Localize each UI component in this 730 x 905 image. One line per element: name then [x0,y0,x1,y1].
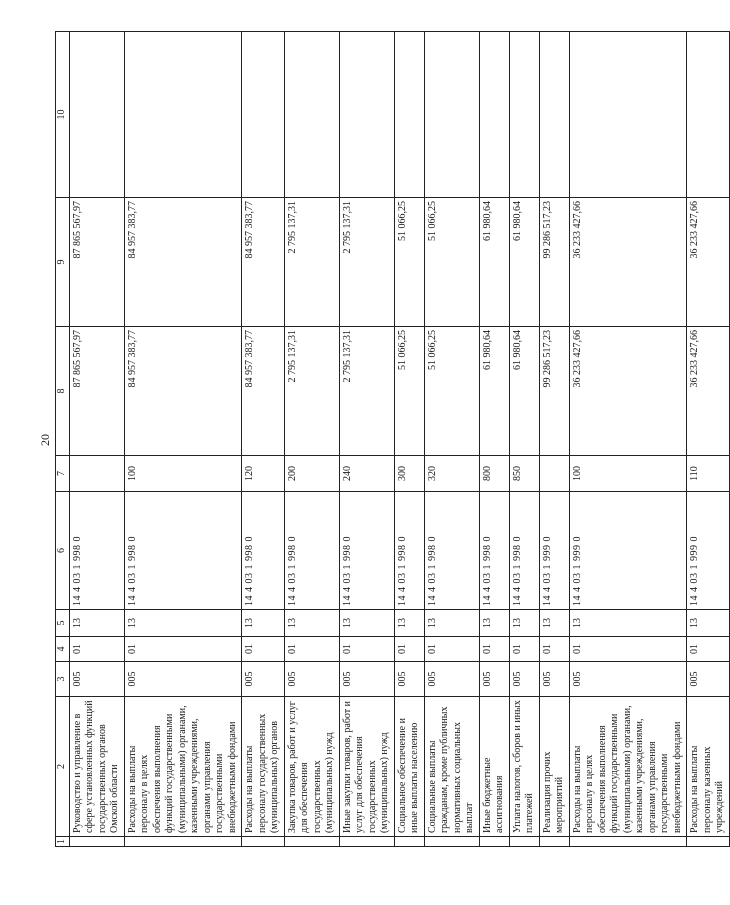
amount-col8: 61 980,64 [509,327,539,456]
section-code: 01 [569,637,687,662]
row-marker [284,837,339,847]
subsection-code: 13 [509,610,539,637]
table-row [569,32,687,847]
subsection-code: 13 [339,610,394,637]
expense-name: Расходы на выплаты персоналу государственных (муниципальных) органов [242,697,285,837]
target-article-code: 14 4 03 1 998 0 [479,492,509,610]
table-row [284,32,339,847]
amount-col8: 51 066,25 [394,327,424,456]
column-header: 5 [56,610,70,637]
subsection-code: 13 [479,610,509,637]
row-marker [424,837,479,847]
ministry-code: 005 [479,662,509,697]
section-code: 01 [394,637,424,662]
section-code: 01 [687,637,730,662]
amount-col10 [339,32,394,198]
column-header: 3 [56,662,70,697]
expense-name: Руководство и управление в сфере установленных функций государственных органов Омской области [69,697,124,837]
ministry-code: 005 [394,662,424,697]
row-marker [339,837,394,847]
amount-col10 [687,32,730,198]
column-header: 10 [56,32,70,198]
row-marker [242,837,285,847]
row-marker [687,837,730,847]
page-number: 20 [38,434,52,446]
expense-type-code: 120 [242,456,285,492]
amount-col9: 36 233 427,66 [569,198,687,327]
column-header: 2 [56,697,70,837]
subsection-code: 13 [242,610,285,637]
amount-col9: 87 865 567,97 [69,198,124,327]
ministry-code: 005 [509,662,539,697]
subsection-code: 13 [687,610,730,637]
target-article-code: 14 4 03 1 998 0 [284,492,339,610]
amount-col9: 99 286 517,23 [539,198,569,327]
amount-col9: 84 957 383,77 [124,198,242,327]
column-header: 6 [56,492,70,610]
amount-col8: 61 980,64 [479,327,509,456]
amount-col10 [569,32,687,198]
ministry-code: 005 [242,662,285,697]
target-article-code: 14 4 03 1 998 0 [69,492,124,610]
ministry-code: 005 [69,662,124,697]
section-code: 01 [242,637,285,662]
section-code: 01 [509,637,539,662]
column-header: 1 [56,837,70,847]
amount-col9: 51 066,25 [394,198,424,327]
amount-col10 [284,32,339,198]
ministry-code: 005 [124,662,242,697]
amount-col10 [394,32,424,198]
expense-type-code: 200 [284,456,339,492]
section-code: 01 [69,637,124,662]
ministry-code: 005 [569,662,687,697]
row-marker [394,837,424,847]
expense-name: Социальные выплаты гражданам, кроме публичных нормативных социальных выплат [424,697,479,837]
table-row [339,32,394,847]
expense-name: Иные закупки товаров, работ и услуг для обеспечения государственных (муниципальных) нужд [339,697,394,837]
amount-col10 [424,32,479,198]
ministry-code: 005 [687,662,730,697]
row-marker [124,837,242,847]
table-row [509,32,539,847]
row-marker [69,837,124,847]
amount-col8: 36 233 427,66 [687,327,730,456]
expense-name: Иные бюджетные ассигнования [479,697,509,837]
budget-table-container [55,32,725,847]
ministry-code: 005 [539,662,569,697]
row-marker [479,837,509,847]
table-row [687,32,730,847]
amount-col8: 99 286 517,23 [539,327,569,456]
section-code: 01 [539,637,569,662]
expense-type-code: 300 [394,456,424,492]
target-article-code: 14 4 03 1 999 0 [539,492,569,610]
table-row [424,32,479,847]
amount-col8: 2 795 137,31 [339,327,394,456]
subsection-code: 13 [424,610,479,637]
expense-type-code [69,456,124,492]
expense-name: Закупка товаров, работ и услуг для обеспечения государственных (муниципальных) нужд [284,697,339,837]
section-code: 01 [284,637,339,662]
expense-type-code [539,456,569,492]
expense-type-code: 100 [569,456,687,492]
expense-name: Реализация прочих мероприятий [539,697,569,837]
section-code: 01 [339,637,394,662]
amount-col8: 2 795 137,31 [284,327,339,456]
expense-name: Расходы на выплаты персоналу в целях обеспечения выполнения функций государственными (муниципальными) органами, казенными учреждениями, органами управления государственными внебюджетными фондами [569,697,687,837]
row-marker [569,837,687,847]
expense-type-code: 800 [479,456,509,492]
target-article-code: 14 4 03 1 998 0 [509,492,539,610]
subsection-code: 13 [284,610,339,637]
table-row [69,32,124,847]
amount-col8: 36 233 427,66 [569,327,687,456]
amount-col9: 2 795 137,31 [284,198,339,327]
row-marker [509,837,539,847]
expense-type-code: 320 [424,456,479,492]
amount-col10 [479,32,509,198]
target-article-code: 14 4 03 1 999 0 [687,492,730,610]
subsection-code: 13 [539,610,569,637]
amount-col9: 36 233 427,66 [687,198,730,327]
expense-type-code: 240 [339,456,394,492]
subsection-code: 13 [124,610,242,637]
target-article-code: 14 4 03 1 998 0 [339,492,394,610]
section-code: 01 [124,637,242,662]
amount-col10 [242,32,285,198]
amount-col9: 51 066,25 [424,198,479,327]
table-row [242,32,285,847]
expense-type-code: 100 [124,456,242,492]
ministry-code: 005 [284,662,339,697]
section-code: 01 [479,637,509,662]
ministry-code: 005 [339,662,394,697]
column-header: 8 [56,327,70,456]
table-body [69,32,729,847]
amount-col9: 84 957 383,77 [242,198,285,327]
subsection-code: 13 [394,610,424,637]
subsection-code: 13 [569,610,687,637]
amount-col10 [539,32,569,198]
budget-table [55,31,730,847]
column-header: 7 [56,456,70,492]
column-header: 9 [56,198,70,327]
subsection-code: 13 [69,610,124,637]
target-article-code: 14 4 03 1 998 0 [394,492,424,610]
amount-col10 [509,32,539,198]
expense-name: Расходы на выплаты персоналу казенных учреждений [687,697,730,837]
column-header: 4 [56,637,70,662]
expense-type-code: 110 [687,456,730,492]
expense-name: Расходы на выплаты персоналу в целях обеспечения выполнения функций государственными (муниципальными) органами, казенными учреждениями, органами управления государственными внебюджетными фондами [124,697,242,837]
row-marker [539,837,569,847]
target-article-code: 14 4 03 1 998 0 [242,492,285,610]
amount-col10 [69,32,124,198]
expense-name: Уплата налогов, сборов и иных платежей [509,697,539,837]
table-row [394,32,424,847]
amount-col9: 2 795 137,31 [339,198,394,327]
table-header [56,32,70,847]
amount-col10 [124,32,242,198]
target-article-code: 14 4 03 1 999 0 [569,492,687,610]
table-row [539,32,569,847]
ministry-code: 005 [424,662,479,697]
table-row [479,32,509,847]
table-row [124,32,242,847]
amount-col8: 51 066,25 [424,327,479,456]
section-code: 01 [424,637,479,662]
expense-name: Социальное обеспечение и иные выплаты населению [394,697,424,837]
target-article-code: 14 4 03 1 998 0 [424,492,479,610]
amount-col9: 61 980,64 [479,198,509,327]
amount-col8: 84 957 383,77 [242,327,285,456]
amount-col8: 84 957 383,77 [124,327,242,456]
amount-col9: 61 980,64 [509,198,539,327]
amount-col8: 87 865 567,97 [69,327,124,456]
expense-type-code: 850 [509,456,539,492]
target-article-code: 14 4 03 1 998 0 [124,492,242,610]
